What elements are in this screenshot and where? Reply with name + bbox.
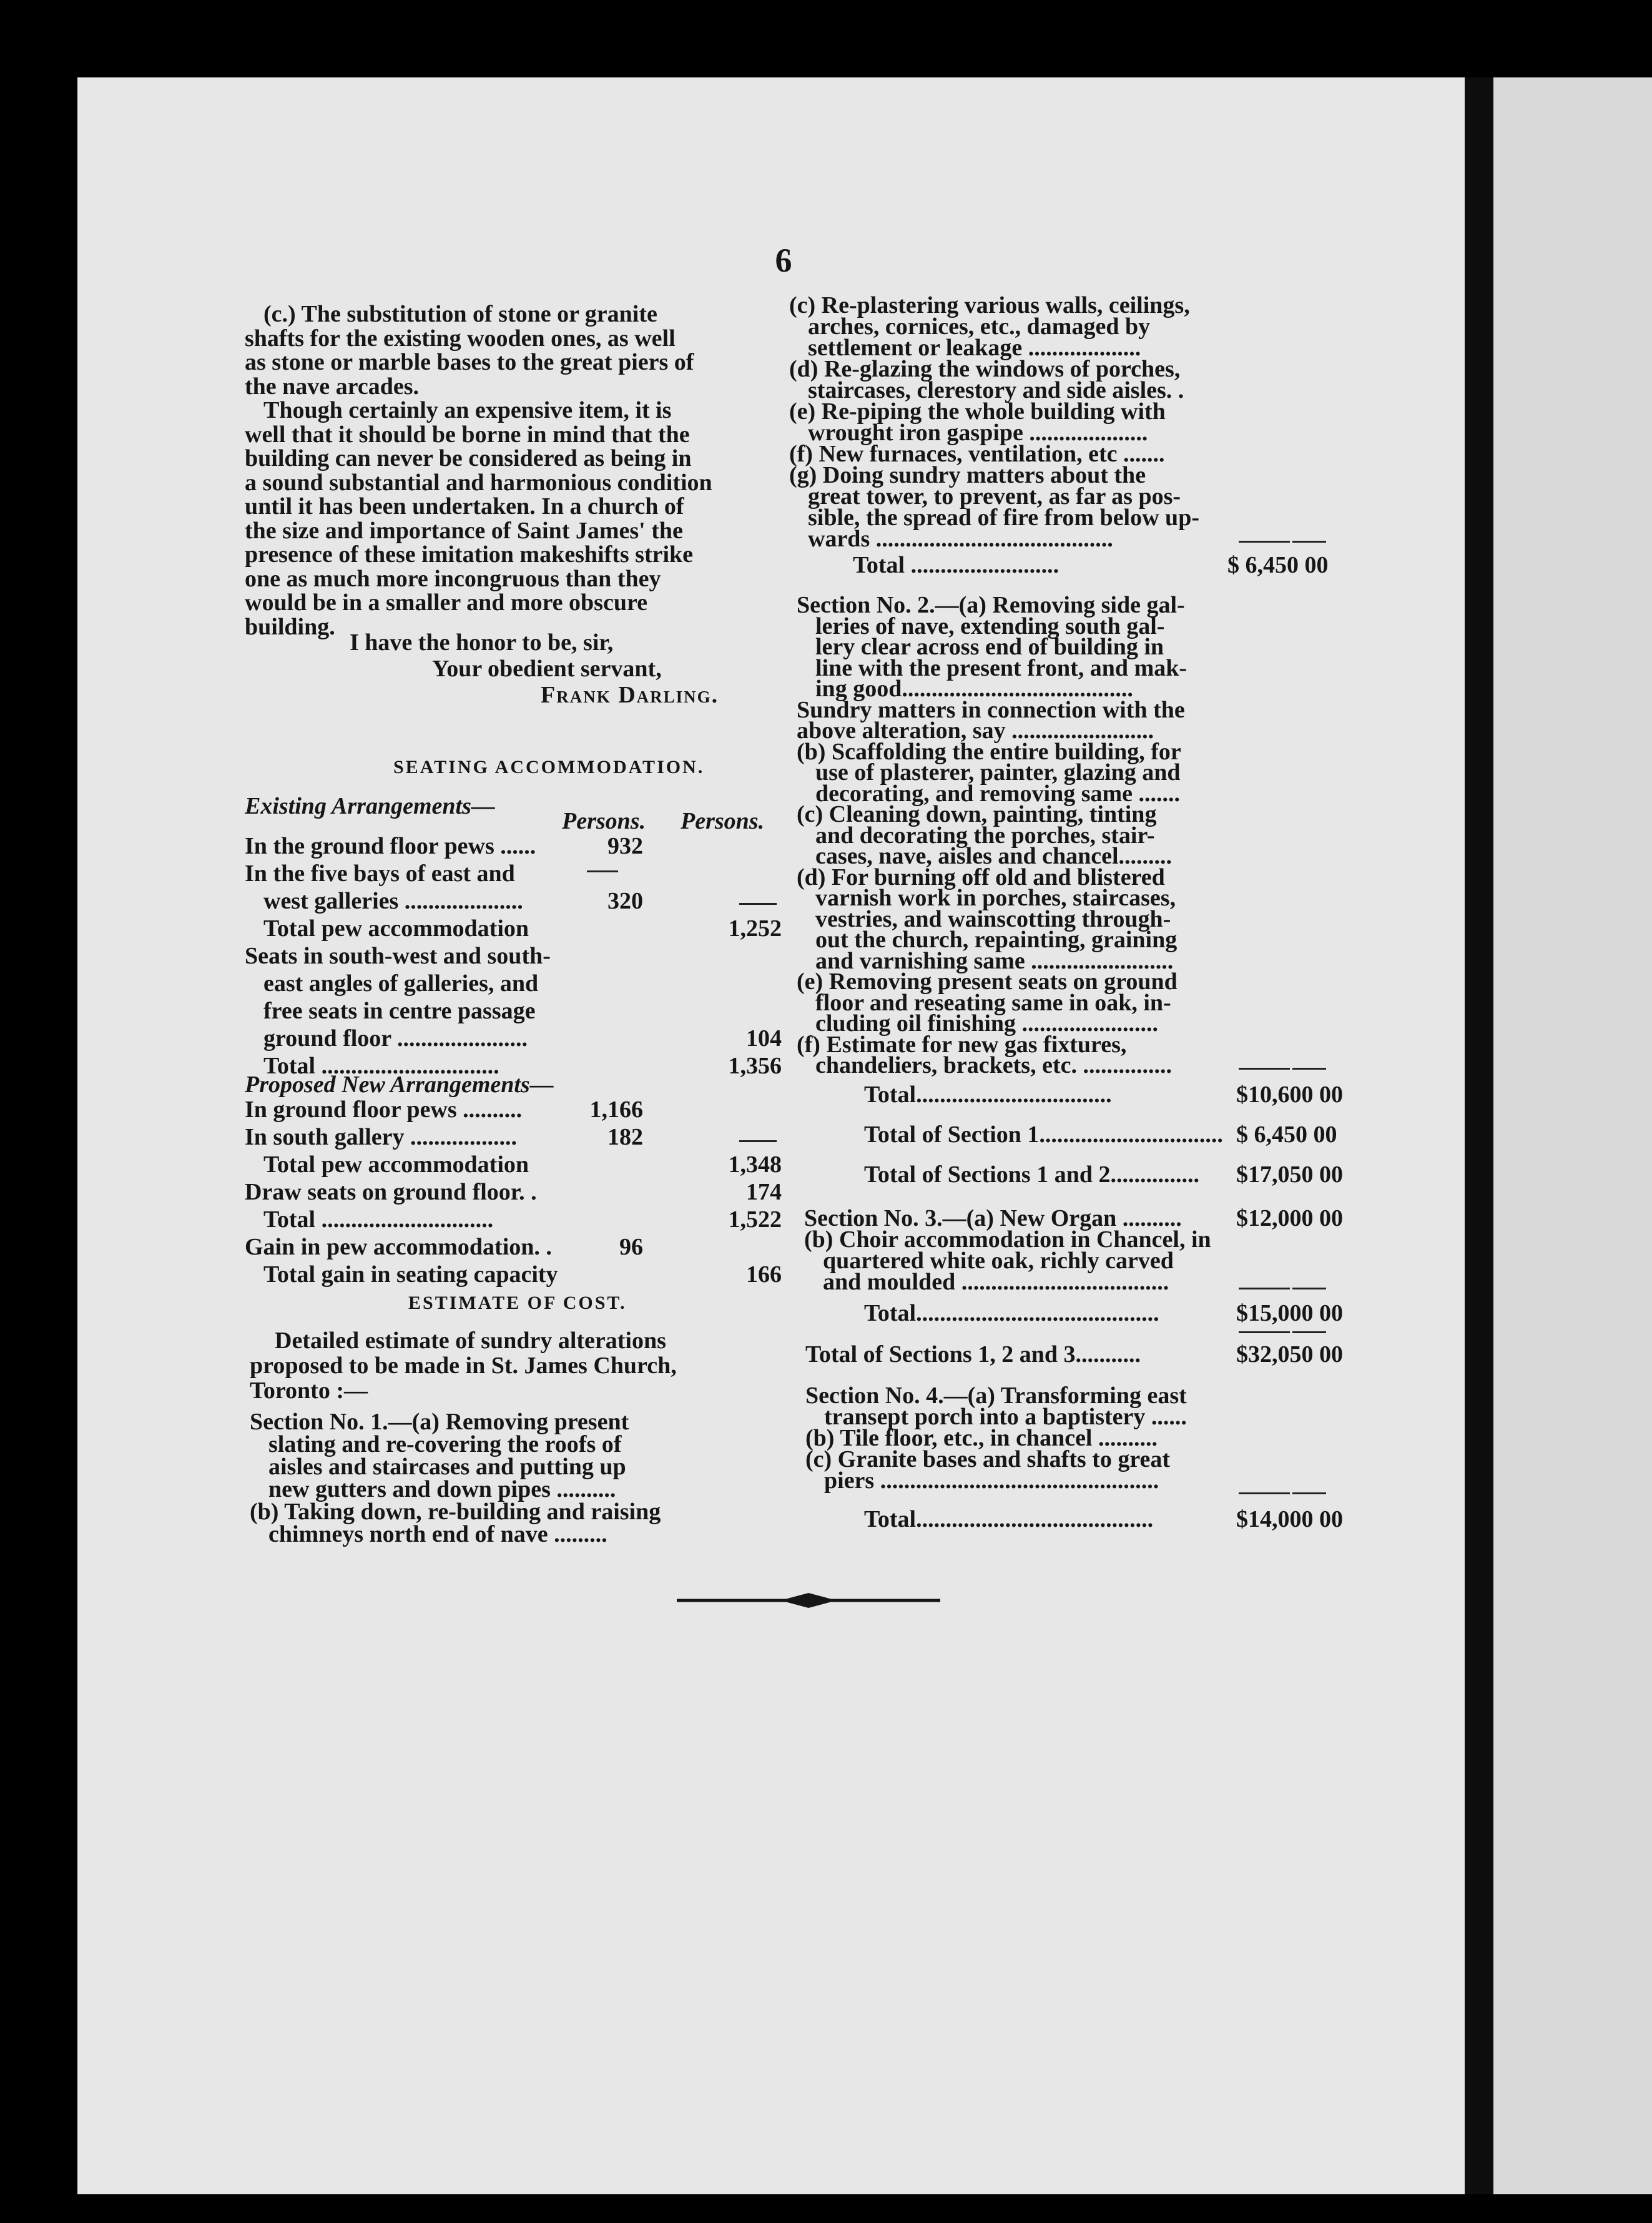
seating-row-label: In ground floor pews ..........: [245, 1097, 523, 1123]
rule: [1292, 1492, 1326, 1494]
rule: [739, 1140, 777, 1142]
text-line: until it has been undertaken. In a church of: [245, 493, 684, 520]
text-line: vestries, and wainscotting through-: [815, 905, 1171, 932]
section-1-total-value: $ 6,450 00: [1227, 552, 1329, 578]
rule: [1239, 541, 1290, 543]
persons-value: 182: [607, 1124, 643, 1150]
section-4-total-value: $14,000 00: [1236, 1506, 1343, 1532]
seating-row-label: Draw seats on ground floor. .: [245, 1179, 537, 1205]
text-line: and decorating the porches, stair-: [815, 822, 1155, 849]
seating-row-label: Total ..............................: [263, 1053, 499, 1079]
seating-heading: SEATING ACCOMMODATION.: [393, 757, 705, 777]
text-line: chandeliers, brackets, etc. ...............: [815, 1052, 1172, 1078]
signature: Frank Darling.: [541, 682, 719, 708]
seating-row-label: Total .............................: [263, 1206, 494, 1233]
rule: [1292, 1068, 1326, 1070]
rule: [1239, 1492, 1290, 1494]
text-line: quartered white oak, richly carved: [823, 1248, 1174, 1274]
text-line: Toronto :—: [250, 1378, 368, 1404]
seating-row-label: Total gain in seating capacity: [263, 1261, 558, 1288]
text-line: Section No. 4.—(a) Transforming east: [805, 1383, 1187, 1409]
seating-row-label: Gain in pew accommodation. .: [245, 1234, 552, 1260]
total-sections-1-2-label: Total of Sections 1 and 2...............: [864, 1161, 1199, 1188]
rule: [739, 903, 777, 905]
seating-row-label: In the five bays of east and: [245, 860, 515, 887]
section-3-total-label: Total.........................................: [864, 1300, 1159, 1326]
total-sections-1-2-3-value: $32,050 00: [1236, 1341, 1343, 1368]
text-line: above alteration, say ........................: [797, 717, 1154, 744]
seating-row-label: In south gallery ..................: [245, 1124, 517, 1150]
text-line: (c) Granite bases and shafts to great: [805, 1446, 1171, 1472]
text-line: out the church, repainting, graining: [815, 927, 1178, 953]
text-line: transept porch into a baptistery ......: [824, 1404, 1187, 1430]
persons-column-1: Persons.: [562, 808, 646, 834]
text-line: settlement or leakage ...................: [808, 335, 1141, 361]
text-line: staircases, clerestory and side aisles. .: [808, 377, 1184, 403]
text-line: great tower, to prevent, as far as pos-: [808, 483, 1181, 510]
text-line: well that it should be borne in mind that the: [245, 421, 690, 448]
closing-line: I have the honor to be, sir,: [350, 629, 614, 656]
text-line: (g) Doing sundry matters about the: [789, 462, 1146, 488]
text-line: (d) For burning off old and blistered: [797, 864, 1165, 890]
rule: [1239, 1068, 1290, 1070]
text-line: (b) Taking down, re-building and raising: [250, 1499, 661, 1525]
text-line: the size and importance of Saint James' the: [245, 517, 683, 544]
facing-page-edge: [1493, 77, 1652, 2194]
text-line: arches, cornices, etc., damaged by: [808, 313, 1151, 340]
seating-row-label: Total pew accommodation: [263, 915, 529, 942]
text-line: floor and reseating same in oak, in-: [815, 989, 1171, 1016]
text-line: sible, the spread of fire from below up-: [808, 505, 1199, 531]
text-line: (c) Re-plastering various walls, ceilings,: [789, 292, 1190, 318]
persons-value: 96: [619, 1234, 643, 1260]
section-4-total-label: Total........................................: [864, 1506, 1154, 1532]
persons-total-value: 104: [746, 1025, 782, 1052]
section-2-total-label: Total.................................: [864, 1082, 1112, 1108]
text-line: (e) Removing present seats on ground: [797, 969, 1178, 995]
proposed-arrangements-heading: Proposed New Arrangements—: [245, 1072, 554, 1098]
persons-column-2: Persons.: [681, 808, 765, 834]
total-section-1-value: $ 6,450 00: [1236, 1121, 1337, 1148]
text-line: presence of these imitation makeshifts strike: [245, 541, 694, 568]
text-line: Section No. 1.—(a) Removing present: [250, 1409, 629, 1435]
text-line: leries of nave, extending south gal-: [815, 613, 1165, 639]
text-line: as stone or marble bases to the great piers of: [245, 349, 694, 375]
seating-row-label: free seats in centre passage: [263, 998, 536, 1024]
persons-total-value: 174: [746, 1179, 782, 1205]
text-line: line with the present front, and mak-: [815, 654, 1187, 681]
estimate-heading: ESTIMATE OF COST.: [408, 1293, 627, 1313]
section-1-total-label: Total .........................: [853, 552, 1060, 578]
text-line: (d) Re-glazing the windows of porches,: [789, 356, 1181, 382]
text-line: shafts for the existing wooden ones, as well: [245, 325, 676, 352]
text-line: Detailed estimate of sundry alterations: [275, 1328, 666, 1354]
text-line: piers ...............................................: [824, 1467, 1159, 1494]
text-line: (c.) The substitution of stone or granite: [263, 301, 657, 327]
text-line: building can never be considered as being in: [245, 445, 692, 471]
text-line: wards ........................................: [808, 526, 1113, 552]
rule: [1292, 541, 1326, 543]
section-3-total-value: $15,000 00: [1236, 1300, 1343, 1326]
text-line: wrought iron gaspipe ....................: [808, 420, 1148, 446]
total-sections-1-2-value: $17,050 00: [1236, 1161, 1343, 1188]
seating-row-label: Seats in south-west and south-: [245, 943, 551, 969]
section-3-line: Section No. 3.—(a) New Organ ..........: [804, 1205, 1182, 1231]
text-line: new gutters and down pipes ..........: [268, 1476, 616, 1502]
seating-row-label: west galleries ....................: [263, 888, 523, 914]
rule: [1292, 1331, 1326, 1333]
text-line: use of plasterer, painter, glazing and: [815, 759, 1181, 786]
text-line: and moulded ...................................: [823, 1269, 1169, 1295]
text-line: slating and re-covering the roofs of: [268, 1431, 622, 1457]
text-line: building.: [245, 613, 335, 640]
text-line: one as much more incongruous than they: [245, 565, 661, 592]
seating-row-label: In the ground floor pews ......: [245, 833, 536, 859]
text-line: (b) Tile floor, etc., in chancel ..........: [805, 1425, 1158, 1451]
text-line: (c) Cleaning down, painting, tinting: [797, 801, 1157, 827]
text-line: (e) Re-piping the whole building with: [789, 398, 1166, 425]
seating-row-label: ground floor ......................: [263, 1025, 528, 1052]
seating-row-label: east angles of galleries, and: [263, 970, 539, 997]
page-gutter: [1465, 77, 1493, 2194]
existing-arrangements-heading: Existing Arrangements—: [245, 793, 495, 819]
persons-total-value: 1,356: [728, 1053, 782, 1079]
total-section-1-label: Total of Section 1...............................: [864, 1121, 1223, 1148]
text-line: (b) Scaffolding the entire building, for: [797, 738, 1181, 765]
text-line: proposed to be made in St. James Church,: [250, 1353, 677, 1379]
text-line: Sundry matters in connection with the: [797, 696, 1185, 723]
text-line: the nave arcades.: [245, 373, 419, 400]
rule: [1292, 1288, 1326, 1289]
persons-total-value: 1,252: [728, 915, 782, 942]
text-line: and varnishing same ........................: [815, 947, 1174, 974]
closing-line-2: Your obedient servant,: [432, 656, 662, 682]
section-2-total-value: $10,600 00: [1236, 1082, 1343, 1108]
text-line: varnish work in porches, staircases,: [815, 885, 1176, 911]
text-line: lery clear across end of building in: [815, 634, 1164, 660]
seating-row-label: Total pew accommodation: [263, 1151, 529, 1178]
persons-total-value: 1,522: [728, 1206, 782, 1233]
rule: [1239, 1288, 1290, 1289]
text-line: would be in a smaller and more obscure: [245, 589, 647, 616]
text-line: Though certainly an expensive item, it is: [263, 397, 672, 423]
rule: [587, 870, 618, 872]
ornamental-rule: [674, 1589, 943, 1612]
persons-value: 320: [607, 888, 643, 914]
text-line: (f) Estimate for new gas fixtures,: [797, 1031, 1127, 1058]
text-line: Section No. 2.—(a) Removing side gal-: [797, 592, 1185, 618]
persons-total-value: 166: [746, 1261, 782, 1288]
text-line: ing good.......................................: [815, 676, 1133, 702]
text-line: a sound substantial and harmonious condition: [245, 469, 712, 496]
persons-value: 932: [607, 833, 643, 859]
text-line: cluding oil finishing .......................: [815, 1010, 1159, 1037]
rule: [1239, 1331, 1290, 1333]
text-line: chimneys north end of nave .........: [268, 1521, 607, 1547]
page-number: 6: [775, 242, 792, 279]
text-line: cases, nave, aisles and chancel.........: [815, 843, 1173, 869]
persons-value: 1,166: [589, 1097, 643, 1123]
total-sections-1-2-3-label: Total of Sections 1, 2 and 3...........: [805, 1341, 1141, 1368]
text-line: decorating, and removing same .......: [815, 780, 1181, 807]
persons-total-value: 1,348: [728, 1151, 782, 1178]
section-3-value: $12,000 00: [1236, 1205, 1343, 1231]
text-line: (b) Choir accommodation in Chancel, in: [804, 1226, 1211, 1253]
text-line: aisles and staircases and putting up: [268, 1454, 626, 1480]
text-line: (f) New furnaces, ventilation, etc .......: [789, 441, 1165, 467]
